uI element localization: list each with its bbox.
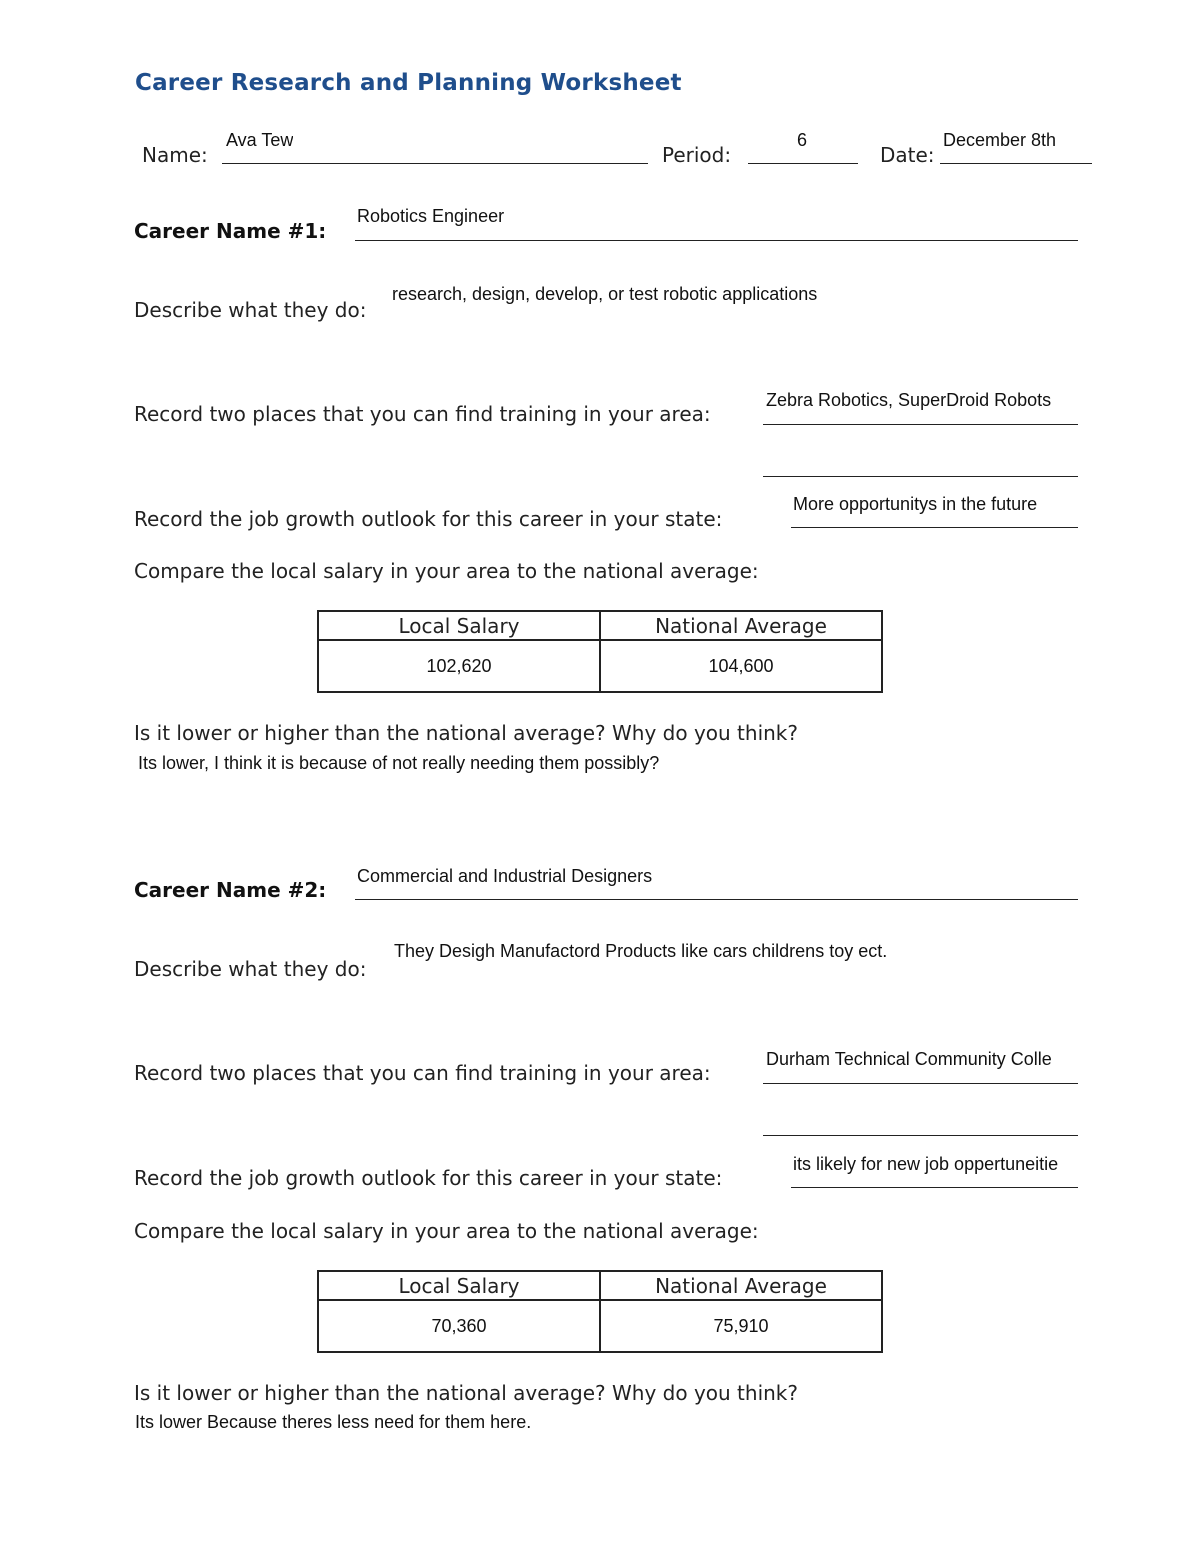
career2-describe-field[interactable]: They Desigh Manufactord Products like cars childrens toy ect.	[394, 941, 888, 961]
career1-name-field[interactable]: Robotics Engineer	[357, 206, 505, 226]
career1-training-label: Record two places that you can find training in your area:	[134, 402, 711, 426]
career1-training-field-1[interactable]: Zebra Robotics, SuperDroid Robots	[766, 390, 1052, 410]
career1-describe-label: Describe what they do:	[134, 298, 367, 322]
career2-describe-label: Describe what they do:	[134, 957, 367, 981]
career1-label: Career Name #1:	[134, 219, 327, 243]
career2-local-salary-cell[interactable]: 70,360	[318, 1300, 600, 1352]
career1-describe-field[interactable]: research, design, develop, or test robotic applications	[392, 284, 818, 304]
career1-local-salary-cell[interactable]: 102,620	[318, 640, 600, 692]
career2-outlook-underline	[791, 1187, 1078, 1188]
date-label: Date:	[880, 143, 935, 167]
name-underline	[222, 163, 648, 164]
period-underline	[748, 163, 858, 164]
date-field[interactable]: December 8th	[943, 130, 1057, 150]
career2-answer-field[interactable]: Its lower Because theres less need for them here.	[135, 1412, 532, 1432]
career2-local-salary-header: Local Salary	[318, 1271, 600, 1300]
career2-label: Career Name #2:	[134, 878, 327, 902]
date-underline	[940, 163, 1092, 164]
career2-outlook-label: Record the job growth outlook for this career in your state:	[134, 1166, 723, 1190]
career2-national-average-cell[interactable]: 75,910	[600, 1300, 882, 1352]
career1-outlook-field[interactable]: More opportunitys in the future	[793, 494, 1038, 514]
name-label: Name:	[142, 143, 208, 167]
career1-outlook-label: Record the job growth outlook for this career in your state:	[134, 507, 723, 531]
career1-outlook-underline	[791, 527, 1078, 528]
career1-local-salary-header: Local Salary	[318, 611, 600, 640]
career1-answer-field[interactable]: Its lower, I think it is because of not really needing them possibly?	[138, 753, 660, 773]
career2-question: Is it lower or higher than the national average? Why do you think?	[134, 1381, 799, 1405]
career2-training-field-1[interactable]: Durham Technical Community Colle	[766, 1049, 1052, 1069]
career1-compare-label: Compare the local salary in your area to the national average:	[134, 559, 759, 583]
period-label: Period:	[662, 143, 732, 167]
career1-national-average-cell[interactable]: 104,600	[600, 640, 882, 692]
career2-salary-table	[317, 1270, 883, 1353]
career1-question: Is it lower or higher than the national average? Why do you think?	[134, 721, 799, 745]
career1-name-underline	[355, 240, 1078, 241]
career2-outlook-field[interactable]: its likely for new job oppertuneitie	[793, 1154, 1059, 1174]
name-field[interactable]: Ava Tew	[226, 130, 294, 150]
career2-national-average-header: National Average	[600, 1271, 882, 1300]
worksheet-title: Career Research and Planning Worksheet	[135, 70, 682, 96]
career2-name-underline	[355, 899, 1078, 900]
career2-training-label: Record two places that you can find training in your area:	[134, 1061, 711, 1085]
career1-training-underline-2	[763, 476, 1078, 477]
career2-name-field[interactable]: Commercial and Industrial Designers	[357, 866, 653, 886]
period-field[interactable]: 6	[797, 130, 808, 150]
career2-training-underline-2	[763, 1135, 1078, 1136]
career1-national-average-header: National Average	[600, 611, 882, 640]
career1-salary-table	[317, 610, 883, 693]
career2-compare-label: Compare the local salary in your area to the national average:	[134, 1219, 759, 1243]
career1-training-underline-1	[763, 424, 1078, 425]
career2-training-underline-1	[763, 1083, 1078, 1084]
